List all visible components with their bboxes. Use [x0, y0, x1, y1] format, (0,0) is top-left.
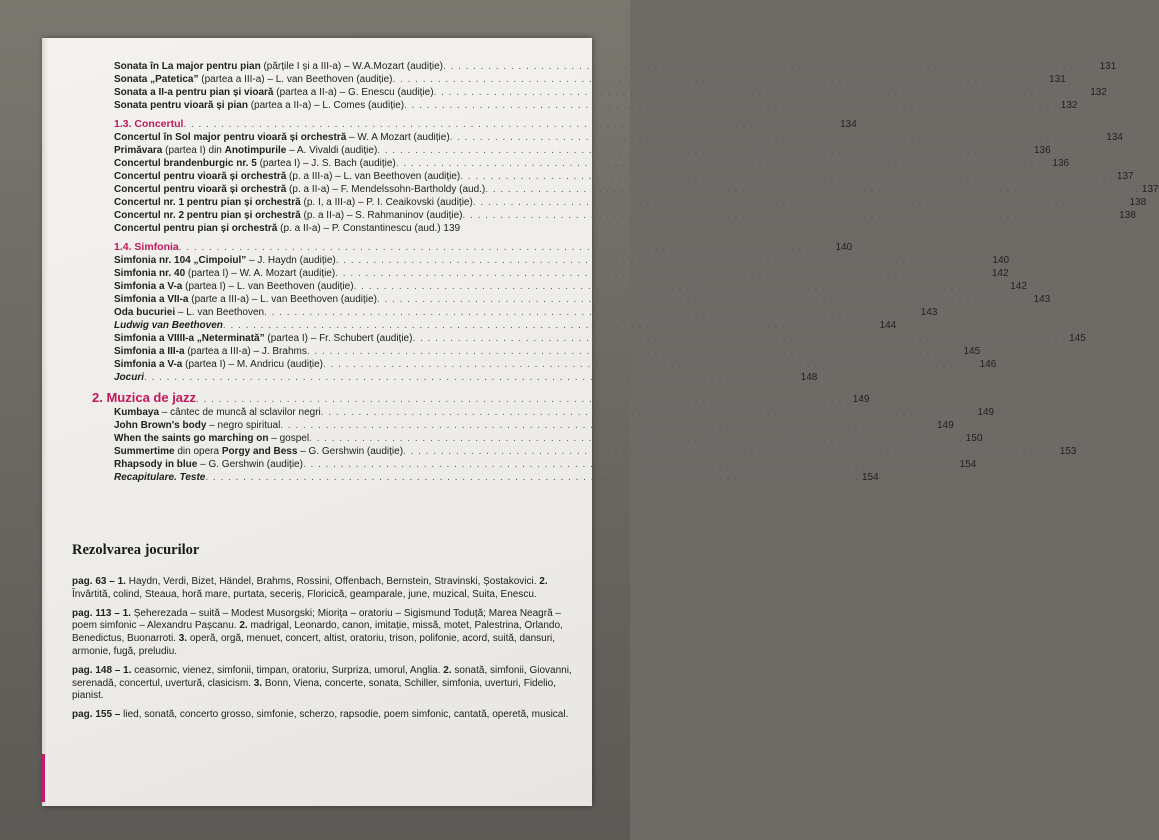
answer-number: 3. — [178, 633, 188, 645]
answer-page-ref: pag. 155 – — [72, 709, 121, 721]
toc-entry-detail: – A. Vivaldi (audiție) — [286, 145, 378, 156]
toc-page-number: 137 — [1116, 171, 1134, 182]
toc-entry-detail: (p. a II-a) – F. Mendelssohn-Bartholdy (aud.) — [286, 184, 486, 195]
dot-leader — [280, 419, 934, 432]
toc-entry-title — [114, 432, 309, 445]
toc-entry-detail: (partea I) – Fr. Schubert (audiție) — [264, 333, 413, 344]
toc-entry-title-bold: Simfonia a III-a — [114, 346, 185, 357]
toc-page-number: 142 — [991, 268, 1009, 279]
toc-entry-detail: (partea I) – M. Andricu (audiție) — [182, 359, 323, 370]
rezolvare-title: Rezolvarea jocurilor — [72, 542, 200, 558]
dot-leader — [443, 60, 1097, 73]
toc-entry-title-bold: Simfonia nr. 40 — [114, 268, 186, 279]
answer-text: Șeherezada – suită – Modest Musorgski; Miorița – oratoriu – Sigismund Toduță; Marea Neagră – poem simfonic – Alexandru Pașcanu. — [72, 607, 561, 632]
toc-page-number: 149 — [936, 420, 954, 431]
answer-paragraph — [72, 608, 577, 659]
toc-entry-detail: (partea a III-a) – J. Brahms — [184, 346, 307, 357]
toc-entry — [114, 358, 997, 371]
toc-page-number: 149 — [852, 394, 870, 405]
section-concertul — [114, 118, 857, 131]
answer-text: operă, orgă, menuet, concert, altist, oratoriu, trison, polifonie, acord, suită, dansuri, armonie, fugă, preludiu. — [72, 633, 556, 657]
toc-page-number: 136 — [1033, 145, 1051, 156]
toc-page-number: 145 — [1069, 333, 1086, 344]
answer-number: 2. — [539, 576, 548, 587]
dot-leader — [205, 471, 859, 484]
toc-entry-detail: (p. a III-a) – L. van Beethoven (audiție) — [286, 171, 461, 182]
answer-number: 1. — [119, 607, 131, 619]
toc-entry-title — [114, 458, 303, 471]
answer-page-ref: pag. 113 – — [72, 607, 120, 619]
toc-entry — [114, 432, 983, 445]
toc-entry-detail: (partea I) – J. S. Bach (audiție) — [256, 158, 396, 169]
table-of-contents — [92, 60, 1159, 484]
toc-page-number: 142 — [1010, 281, 1027, 292]
section-simfonia — [114, 241, 853, 254]
toc-entry-title-bold: Concertul pentru vioară și orchestră — [114, 171, 287, 182]
dot-leader — [223, 319, 877, 332]
answer-page-ref: pag. 148 – — [72, 664, 121, 676]
toc-entry-title-bold: Primăvara — [114, 145, 163, 156]
toc-page-number: 131 — [1049, 74, 1066, 85]
toc-entry-title-bold: Rhapsody in blue — [114, 459, 198, 470]
toc-page-number: 146 — [979, 359, 997, 370]
toc-entry-title — [114, 73, 392, 86]
toc-entry — [114, 345, 981, 358]
toc-entry-title — [114, 358, 323, 371]
toc-entry-detail: – G. Gershwin (audiție) — [197, 459, 303, 470]
toc-entry-title — [114, 371, 144, 384]
answer-text: lied, sonată, concerto grosso, simfonie, scherzo, rapsodie, poem simfonic, cantată, operetă, musical. — [120, 709, 569, 721]
answer-text: sonată, simfonii, Giovanni, serenadă, concertul, uvertură, clasicism. — [72, 664, 572, 689]
toc-entry-title-bold: Concertul în Sol major pentru vioară și orchestră — [114, 132, 347, 143]
answer-text: Haydn, Verdi, Bizet, Händel, Brahms, Rossini, Offenbach, Bernstein, Stravinski, Șostakovici. — [125, 576, 540, 587]
dot-leader — [450, 131, 1104, 144]
answer-text: Învârtită, colind, Steaua, horă mare, purtata, seceriș, Floricică, geamparale, june, muzical, Suita, Enescu. — [72, 588, 537, 600]
page-gutter — [42, 38, 48, 806]
answer-number: 2. — [239, 620, 248, 632]
toc-entry — [114, 319, 897, 332]
toc-page-number: 137 — [1141, 184, 1159, 195]
answer-number: 1. — [114, 576, 126, 587]
toc-entry-title — [114, 280, 354, 293]
toc-entry-detail: (partea a II-a) – G. Enescu (audiție) — [273, 87, 434, 98]
toc-entry-title-bold: Simfonia a VII-a — [114, 294, 189, 305]
answer-paragraph — [72, 709, 577, 722]
dot-leader — [144, 371, 798, 384]
toc-entry — [114, 280, 1027, 293]
toc-page-number: 144 — [879, 320, 897, 331]
toc-entry-title — [114, 293, 377, 306]
toc-page-number: 154 — [862, 472, 879, 483]
toc-entry — [114, 371, 818, 384]
dot-leader — [377, 144, 1031, 157]
answer-text: madrigal, Leonardo, canon, imitație, missă, motet, Palestrina, Orlando, Benedictus, Buonarroti. — [72, 620, 563, 645]
toc-entry-detail: (partea a III-a) – L. van Beethoven (audiție) — [198, 74, 393, 85]
toc-page-number: 143 — [1033, 294, 1051, 305]
toc-page-number: 131 — [1099, 61, 1117, 72]
toc-page-number: 138 — [1129, 197, 1147, 208]
toc-entry — [114, 157, 1070, 170]
toc-entry-title-bold: Anotimpurile — [224, 145, 287, 156]
toc-entry-detail: (p. a II-a) – S. Rahmaninov (audiție) — [300, 210, 463, 221]
toc-entry — [114, 144, 1051, 157]
dot-leader — [396, 157, 1050, 170]
toc-entry-detail: (părțile I și a III-a) – W.A.Mozart (audiție) — [260, 61, 443, 72]
answer-text: ceasornic, vienez, simfonii, timpan, oratoriu, Surpriza, umorul, Anglia. — [131, 664, 444, 676]
dot-leader — [460, 170, 1114, 183]
toc-entry — [114, 222, 584, 235]
toc-entry-detail: (partea I) din — [162, 145, 225, 156]
toc-entry-title — [114, 144, 377, 157]
dot-leader — [473, 196, 1127, 209]
dot-leader — [462, 209, 1116, 222]
dot-leader — [404, 99, 1058, 112]
toc-entry-title-bold: Sonata a II-a pentru pian și vioară — [114, 87, 274, 98]
toc-entry — [114, 419, 954, 432]
toc-page-number: 134 — [1106, 132, 1123, 143]
toc-entry — [114, 209, 1136, 222]
toc-entry-title — [114, 471, 205, 484]
toc-entry — [114, 293, 1051, 306]
toc-entry-title-bold: Concertul pentru vioară și orchestră — [114, 184, 287, 195]
section-jazz — [92, 390, 870, 406]
toc-page-number: 132 — [1060, 100, 1078, 111]
toc-page-number: 138 — [1119, 210, 1136, 221]
toc-page-number: 136 — [1052, 158, 1070, 169]
dot-leader — [392, 73, 1046, 86]
dot-leader — [321, 406, 975, 419]
toc-entry — [114, 267, 1009, 280]
toc-entry-title — [114, 209, 462, 222]
toc-entry-detail: (p. a II-a) – P. Constantinescu (aud.) 139 — [277, 223, 461, 234]
toc-entry-title-bold: Sonata pentru vioară și pian — [114, 100, 248, 111]
toc-entry-title-bold: Summertime — [114, 446, 175, 457]
toc-entry-title — [114, 306, 264, 319]
toc-entry-title-bold: Recapitulare. Teste — [114, 472, 206, 483]
toc-entry-title-bold: Porgy and Bess — [221, 446, 298, 457]
dot-leader — [309, 432, 963, 445]
toc-entry-title-bold: Oda bucuriei — [114, 307, 176, 318]
answer-paragraph — [72, 576, 577, 602]
toc-entry-detail: – W. A Mozart (audiție) — [346, 132, 450, 143]
toc-entry — [114, 471, 879, 484]
margin-marker — [42, 754, 45, 802]
toc-entry — [114, 254, 1010, 267]
toc-entry-title-bold: Concertul pentru pian și orchestră — [114, 223, 278, 234]
toc-entry — [114, 196, 1147, 209]
section-heading: 1.3. Concertul — [114, 118, 184, 130]
toc-entry-title — [114, 86, 434, 99]
dot-leader — [335, 267, 989, 280]
toc-entry-title-bold: John Brown's body — [114, 420, 207, 431]
toc-entry-detail: (parte a III-a) – L. van Beethoven (audiție) — [188, 294, 377, 305]
dot-leader — [485, 183, 1139, 196]
toc-entry — [114, 183, 1159, 196]
toc-entry-title — [114, 99, 404, 112]
answer-number: 2. — [443, 664, 452, 676]
toc-entry-title — [114, 60, 443, 73]
toc-entry-title — [114, 345, 307, 358]
toc-page-number: 140 — [835, 242, 853, 253]
toc-page-number: 145 — [963, 346, 981, 357]
toc-page-number: 134 — [840, 119, 857, 130]
toc-entry-title — [114, 267, 335, 280]
dot-leader — [336, 254, 990, 267]
toc-entry-detail: (p. I, a III-a) – P. I. Ceaikovski (audiție) — [300, 197, 473, 208]
dot-leader — [403, 445, 1057, 458]
toc-entry-title — [114, 445, 403, 458]
toc-entry-title — [114, 419, 280, 432]
toc-entry-title — [114, 157, 396, 170]
toc-entry-detail: (partea I) – W. A. Mozart (audiție) — [185, 268, 336, 279]
section-heading: 1.4. Simfonia — [114, 241, 179, 253]
toc-page-number: 148 — [800, 372, 818, 383]
toc-entry-title-bold: Jocuri — [114, 372, 145, 383]
toc-page-number: 140 — [992, 255, 1010, 266]
toc-entry-title — [114, 222, 460, 235]
book-page — [44, 38, 1159, 806]
toc-entry-detail: (partea I) – L. van Beethoven (audiție) — [182, 281, 354, 292]
toc-entry-title-bold: Sonata „Patetica” — [114, 74, 199, 85]
toc-entry-detail: – G. Gershwin (audiție) — [297, 446, 404, 457]
answers-section — [72, 576, 577, 728]
toc-page-number: 143 — [920, 307, 938, 318]
dot-leader — [434, 86, 1088, 99]
toc-entry-title — [114, 170, 460, 183]
toc-entry-title-bold: Concertul nr. 1 pentru pian și orchestră — [114, 197, 301, 208]
toc-entry-title — [114, 183, 485, 196]
answer-page-ref: pag. 63 – — [72, 576, 115, 587]
toc-entry-detail: – cântec de muncă al sclavilor negri — [159, 407, 321, 418]
toc-entry-title-bold: Sonata în La major pentru pian — [114, 61, 261, 72]
toc-entry — [114, 131, 1123, 144]
toc-entry — [114, 306, 938, 319]
toc-entry — [114, 458, 977, 471]
toc-entry-detail: – gospel — [268, 433, 310, 444]
toc-page-number: 153 — [1059, 446, 1077, 457]
dot-leader — [307, 345, 961, 358]
toc-entry — [114, 445, 1077, 458]
answer-paragraph — [72, 665, 577, 703]
toc-entry-detail: – J. Haydn (audiție) — [246, 255, 336, 266]
toc-entry-title-bold: Kumbaya — [114, 407, 160, 418]
toc-page-number: 150 — [965, 433, 983, 444]
dot-leader — [183, 118, 837, 131]
dot-leader — [323, 358, 977, 371]
toc-entry-title — [114, 332, 412, 345]
toc-entry — [114, 73, 1066, 86]
toc-entry — [114, 99, 1078, 112]
toc-entry-title — [114, 319, 223, 332]
toc-entry-title-bold: Ludwig van Beethoven — [114, 320, 223, 331]
toc-entry-title — [114, 406, 321, 419]
toc-entry-title-bold: Concertul brandenburgic nr. 5 — [114, 158, 257, 169]
dot-leader — [179, 241, 833, 254]
toc-entry-title — [114, 131, 450, 144]
toc-entry — [114, 406, 995, 419]
toc-entry-detail: (partea a II-a) – L. Comes (audiție) — [247, 100, 405, 111]
toc-entry-title-bold: Simfonia nr. 104 „Cimpoiul” — [114, 255, 247, 266]
toc-entry-detail: din opera — [174, 446, 222, 457]
answer-text: Bonn, Viena, concerte, sonata, Schiller, simfonia, uverturi, Fidelio, pianist. — [72, 677, 556, 702]
toc-page-number: 154 — [959, 459, 977, 470]
dot-leader — [264, 306, 918, 319]
toc-entry-detail: – L. van Beethoven — [175, 307, 265, 318]
answer-number: 3. — [253, 677, 263, 689]
toc-entry-title-bold: Concertul nr. 2 pentru pian și orchestră — [114, 210, 301, 221]
toc-entry — [114, 60, 1117, 73]
answer-number: 1. — [120, 664, 132, 676]
dot-leader — [377, 293, 1031, 306]
toc-entry — [114, 332, 1086, 345]
toc-entry-title — [114, 196, 473, 209]
toc-entry-detail: – negro spiritual — [206, 420, 281, 431]
toc-page-number: 149 — [977, 407, 995, 418]
toc-entry-title-bold: Simfonia a VIIII-a „Neterminată” — [114, 333, 265, 344]
toc-entry — [114, 86, 1107, 99]
toc-entry-title — [114, 254, 336, 267]
dot-leader — [354, 280, 1008, 293]
toc-entry — [114, 170, 1134, 183]
toc-entry-title-bold: Simfonia a V-a — [114, 281, 183, 292]
section-heading: 2. Muzica de jazz — [92, 390, 197, 405]
dot-leader — [412, 332, 1066, 345]
toc-page-number: 132 — [1090, 87, 1107, 98]
dot-leader — [303, 458, 957, 471]
toc-entry-title-bold: When the saints go marching on — [114, 433, 269, 444]
toc-entry-title-bold: Simfonia a V-a — [114, 359, 183, 370]
